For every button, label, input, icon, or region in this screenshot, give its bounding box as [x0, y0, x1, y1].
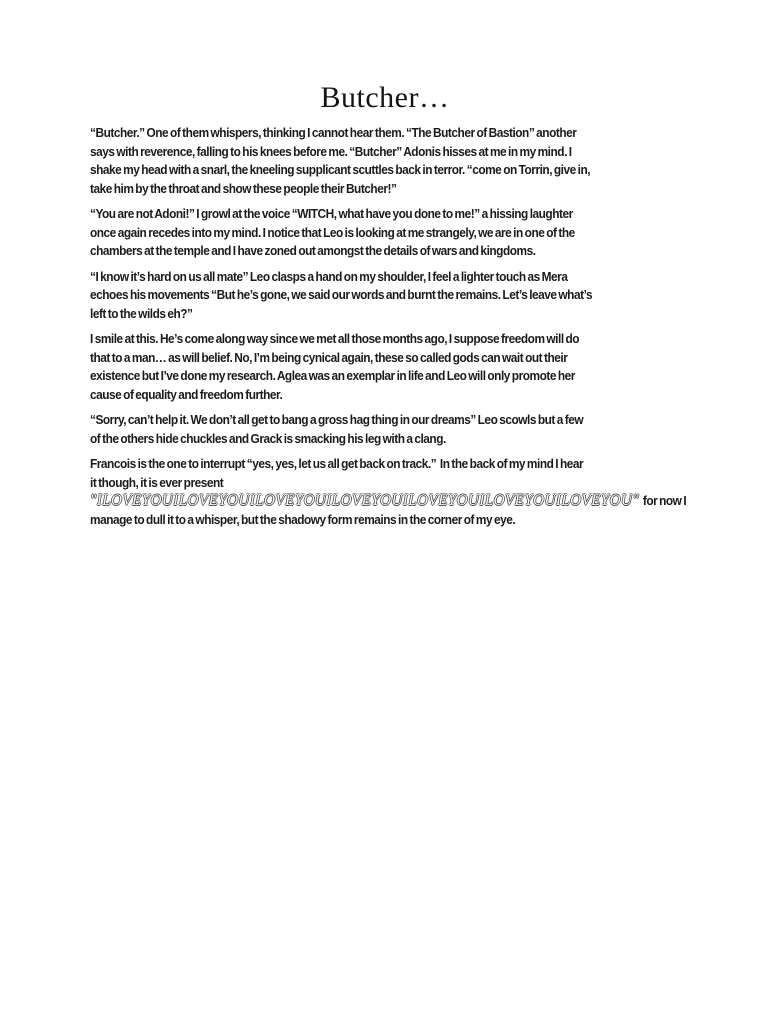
text-line: says with reverence, falling to his knees before me. “Butcher” Adonis hisses at me in my mind. I [90, 144, 572, 159]
text-line: echoes his movements “But he’s gone, we said our words and burnt the remains. Let’s leave what’s [90, 288, 593, 302]
text-line: “You are not Adoni!” I growl at the voice “WITCH, what have you done to me!” a hissing laughter [90, 207, 573, 221]
love-whisper-line [90, 492, 687, 511]
text-line: take him by the throat and show these people their Butcher!” [90, 181, 397, 196]
text-line: “Sorry, can’t help it. We don’t all get to bang a gross hag thing in our dreams” Leo scowls but a few [90, 413, 584, 427]
paragraph-6 [90, 455, 687, 529]
text-line: it though, it is ever present [90, 475, 224, 490]
paragraph-2 [90, 205, 680, 261]
text-line: that to a man… as will belief. No, I’m being cynical again, these so called gods can wait out their [90, 350, 568, 365]
text-line: “I know it’s hard on us all mate” Leo clasps a hand on my shoulder, I feel a lighter touch as Mera [90, 269, 568, 284]
paragraph-1 [90, 124, 680, 198]
text-line: existence but I’ve done my research. Aglea was an exemplar in life and Leo will only promote her [90, 369, 575, 383]
text-line: left to the wilds eh?” [90, 306, 193, 321]
text-line: Francois is the one to interrupt “yes, yes, let us all get back on track.” In the back of my mind I hear [90, 457, 584, 471]
paragraph-4 [90, 330, 680, 404]
story-title: Butcher… [320, 81, 450, 114]
love-whisper-text: "ILOVEYOUILOVEYOUILOVEYOUILOVEYOUILOVEYOUILOVEYOUILOVEYOU" [90, 492, 640, 509]
paragraph-3 [90, 268, 680, 324]
text-line: I smile at this. He’s come along way since we met all those months ago, I suppose freedom will do [90, 332, 580, 346]
text-run: for now I [639, 494, 687, 508]
text-line: cause of equality and freedom further. [90, 387, 283, 402]
text-line: shake my head with a snarl, the kneeling supplicant scuttles back in terror. “come on Torrin, give in, [90, 163, 591, 177]
text-line: of the others hide chuckles and Grack is smacking his leg with a clang. [90, 431, 446, 446]
text-line: manage to dull it to a whisper, but the shadowy form remains in the corner of my eye. [90, 512, 516, 527]
text-line: “Butcher.” One of them whispers, thinking I cannot hear them. “The Butcher of Bastion” another [90, 126, 577, 140]
paragraph-5 [90, 411, 680, 448]
text-line: chambers at the temple and I have zoned out amongst the details of wars and kingdoms. [90, 244, 536, 258]
text-line: once again recedes into my mind. I notice that Leo is looking at me strangely, we are in one of the [90, 225, 575, 240]
